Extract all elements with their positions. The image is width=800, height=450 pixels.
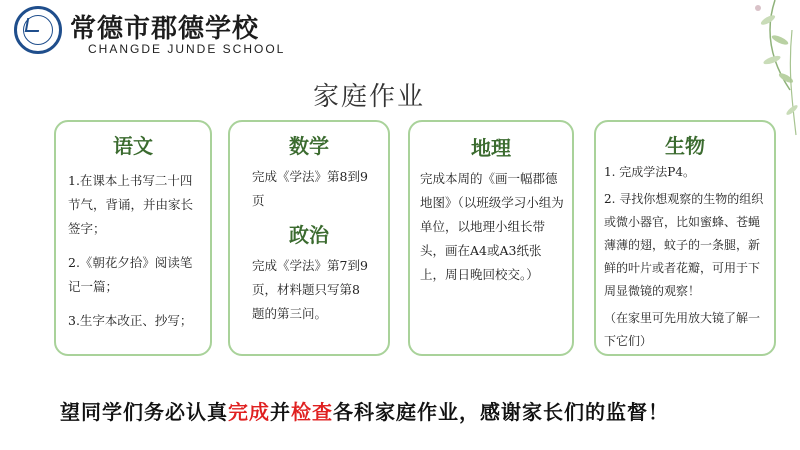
card-chinese [54,120,212,356]
card-subject: 语文 [113,134,153,158]
list-item: 2. 寻找你想观察的生物的组织或微小器官，比如蜜蜂、苍蝇薄薄的翅，蚊子的一条腿，新鲜的叶片或者花瓣，可用于下周显微镜的观察！ [604,192,764,298]
list-item: 1.在课本上书写二十四节气，背诵，并由家长签字； [68,173,194,236]
card-body-2: 完成《学法》第7到9页，材料题只写第8题的第三问。 [252,258,368,321]
footer-highlight: 完成 [228,400,270,424]
school-name-en: CHANGDE JUNDE SCHOOL [88,42,286,56]
card-body [56,159,210,333]
card-body [596,159,774,353]
list-item: 2.《朝花夕拾》阅读笔记一篇； [68,255,193,294]
footer-highlight: 检查 [291,400,333,424]
list-item: 1. 完成学法P4。 [604,165,695,179]
card-biology [594,120,776,356]
footer-text: 各科家庭作业，感谢家长们的监督！ [333,400,669,424]
card-subject: 数学 [289,134,329,158]
page-title: 家庭作业 [313,82,426,112]
card-body: 完成《学法》第8到9页 [252,169,368,208]
card-geography [408,120,574,356]
footer-message [60,396,760,425]
card-subject: 生物 [665,134,705,158]
card-math-politics [228,120,390,356]
list-item: （在家里可先用放大镜了解一下它们） [604,311,761,348]
list-item: 3.生字本改正、抄写； [68,313,193,328]
card-subject: 地理 [471,136,511,160]
card-body: 完成本周的《画一幅郡德地图》（以班级学习小组为单位，以地理小组长带头，画在A4或A3纸张上，周日晚回校交。） [420,171,564,282]
footer-text: 望同学们务必认真 [60,400,228,424]
plant-decoration-icon [680,0,800,140]
card-subject-2: 政治 [289,223,329,247]
footer-text: 并 [270,400,291,424]
school-logo [14,6,62,54]
school-name-cn: 常德市郡德学校 [70,14,260,44]
